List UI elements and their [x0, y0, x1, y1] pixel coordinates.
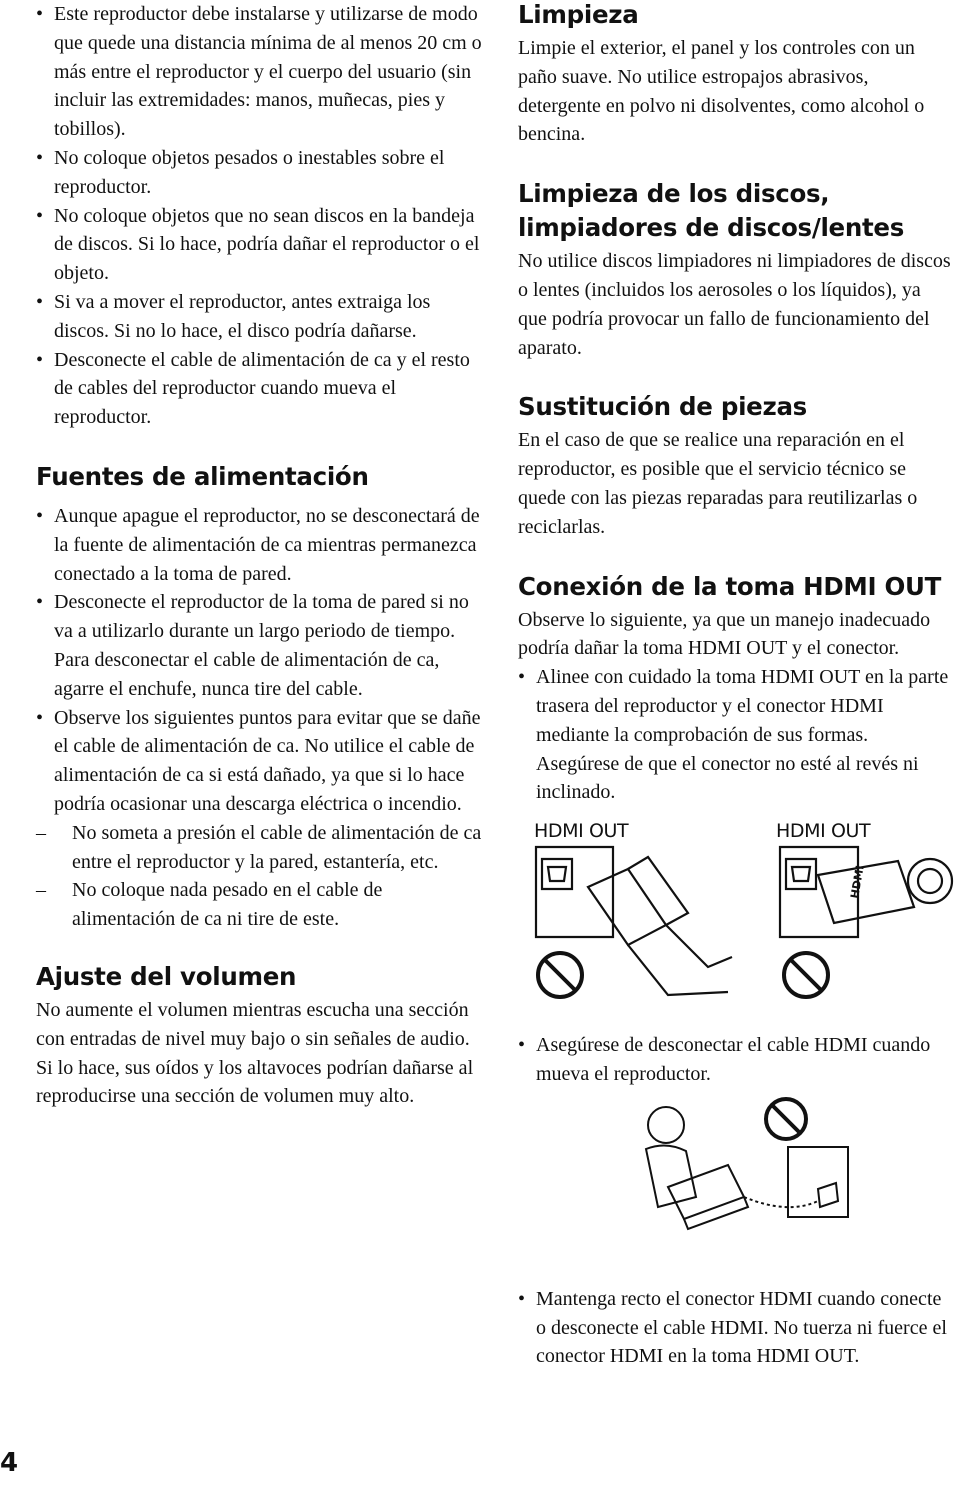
- list-item: • Este reproductor debe instalarse y utilizarse de modo que quede una distancia mínima de al menos 20 cm o más entre el reproductor y el cuerpo del usuario (sin incluir las extremidades: manos, muñecas, pies y tobillos).: [36, 0, 482, 144]
- list-item: – No coloque nada pesado en el cable de alimentación de ca ni tire de este.: [36, 876, 482, 934]
- intro-list: [36, 0, 482, 432]
- hdmi-connector-illustration: [518, 817, 954, 1017]
- list-item: • Asegúrese de desconectar el cable HDMI cuando mueva el reproductor.: [518, 1031, 954, 1089]
- cable-end-shape: [908, 859, 952, 903]
- volume-text: No aumente el volumen mientras escucha una sección con entradas de nivel muy bajo o sin señales de audio. Si lo hace, sus oídos y los altavoces podrían dañarse al reproducirse una sección de volumen muy alto.: [36, 998, 474, 1108]
- list-item: • Alinee con cuidado la toma HDMI OUT en la parte trasera del reproductor y el conector HDMI mediante la comprobación de sus formas. Asegúrese de que el conector no esté al revés ni inclinado.: [518, 663, 954, 807]
- hdmi-alignment-figure: [518, 817, 954, 1017]
- list-item: • Aunque apague el reproductor, no se desconectará de la fuente de alimentación de ca mientras permanezca conectado a la toma de pared.: [36, 502, 482, 588]
- moving-player-illustration: [518, 1097, 954, 1267]
- right-column: [518, 0, 954, 1371]
- player-panel-shape: [780, 847, 858, 937]
- hdmi-port-shape: [786, 859, 816, 889]
- player-panel-shape: [536, 847, 613, 937]
- cable-shape: [666, 925, 732, 967]
- list-item: – No someta a presión el cable de alimentación de ca entre el reproductor y la pared, estantería, etc.: [36, 819, 482, 877]
- connector-body-shape: [588, 869, 666, 945]
- power-heading: Fuentes de alimentación: [36, 461, 369, 491]
- player-box-shape: [684, 1197, 748, 1229]
- cable-end-shape: [918, 869, 942, 893]
- discs-heading: Limpieza de los discos, limpiadores de discos/lentes: [518, 179, 905, 243]
- hdmi-port-slot-shape: [792, 867, 810, 881]
- hdmi-heading: Conexión de la toma HDMI OUT: [518, 571, 942, 601]
- list-item: • Si va a mover el reproductor, antes extraiga los discos. Si no lo hace, el disco podría dañarse.: [36, 288, 482, 346]
- player-box-shape: [668, 1165, 744, 1219]
- list-item: • Desconecte el reproductor de la toma de pared si no va a utilizarlo durante un largo periodo de tiempo. Para desconectar el cable de alimentación de ca, agarre el enchufe, nunca tire del cable.: [36, 588, 482, 703]
- cable-shape: [744, 1197, 818, 1207]
- page-number: 4: [0, 1448, 19, 1478]
- person-head-shape: [648, 1107, 684, 1143]
- parts-heading: Sustitución de piezas: [518, 392, 807, 422]
- list-item: • Desconecte el cable de alimentación de ca y el resto de cables del reproductor cuando mueva el reproductor.: [36, 346, 482, 432]
- person-body-shape: [646, 1145, 696, 1207]
- moving-player-figure: [518, 1097, 954, 1267]
- hdmi-port-shape: [542, 859, 572, 889]
- list-item: • Observe los siguientes puntos para evitar que se dañe el cable de alimentación de ca. No utilice el cable de alimentación de ca si está dañado, ya que si lo hace podría ocasionar una descarga eléctrica o incendio.: [36, 704, 482, 819]
- power-dash-list: [36, 819, 482, 934]
- connector-print: HDMI: [848, 864, 867, 900]
- cable-shape: [628, 945, 728, 995]
- hdmi-text: Observe lo siguiente, ya que un manejo inadecuado podría dañar la toma HDMI OUT y el conector.: [518, 608, 931, 660]
- list-item: • No coloque objetos que no sean discos en la bandeja de discos. Si lo hace, podría dañar el reproductor o el objeto.: [36, 202, 482, 288]
- left-column: [36, 0, 482, 1111]
- cleaning-heading: Limpieza: [518, 0, 639, 29]
- volume-heading: Ajuste del volumen: [36, 961, 297, 991]
- hdmi-list-2: [518, 1031, 954, 1089]
- figure-label-hdmi-out: HDMI OUT: [776, 820, 871, 843]
- hdmi-port-slot-shape: [548, 867, 566, 881]
- hdmi-list-3: [518, 1285, 954, 1371]
- cleaning-text: Limpie el exterior, el panel y los controles con un paño suave. No utilice estropajos abrasivos, detergente en polvo ni disolventes, como alcohol o bencina.: [518, 37, 925, 146]
- hdmi-list-1: [518, 663, 954, 807]
- parts-text: En el caso de que se realice una reparación en el reproductor, es posible que el servicio técnico se quede con las piezas reparadas para reutilizarlas o reciclarlas.: [518, 429, 918, 538]
- hdmi-plug-shape: [818, 1183, 838, 1207]
- discs-text: No utilice discos limpiadores ni limpiadores de discos o lentes (incluidos los aerosoles o los líquidos), ya que podría provocar un fallo de funcionamiento del aparato.: [518, 250, 951, 359]
- list-item: • Mantenga recto el conector HDMI cuando conecte o desconecte el cable HDMI. No tuerza ni fuerce el conector HDMI en la toma HDMI OUT.: [518, 1285, 954, 1371]
- power-list: [36, 502, 482, 819]
- figure-label-hdmi-out: HDMI OUT: [534, 820, 629, 843]
- list-item: • No coloque objetos pesados o inestables sobre el reproductor.: [36, 144, 482, 202]
